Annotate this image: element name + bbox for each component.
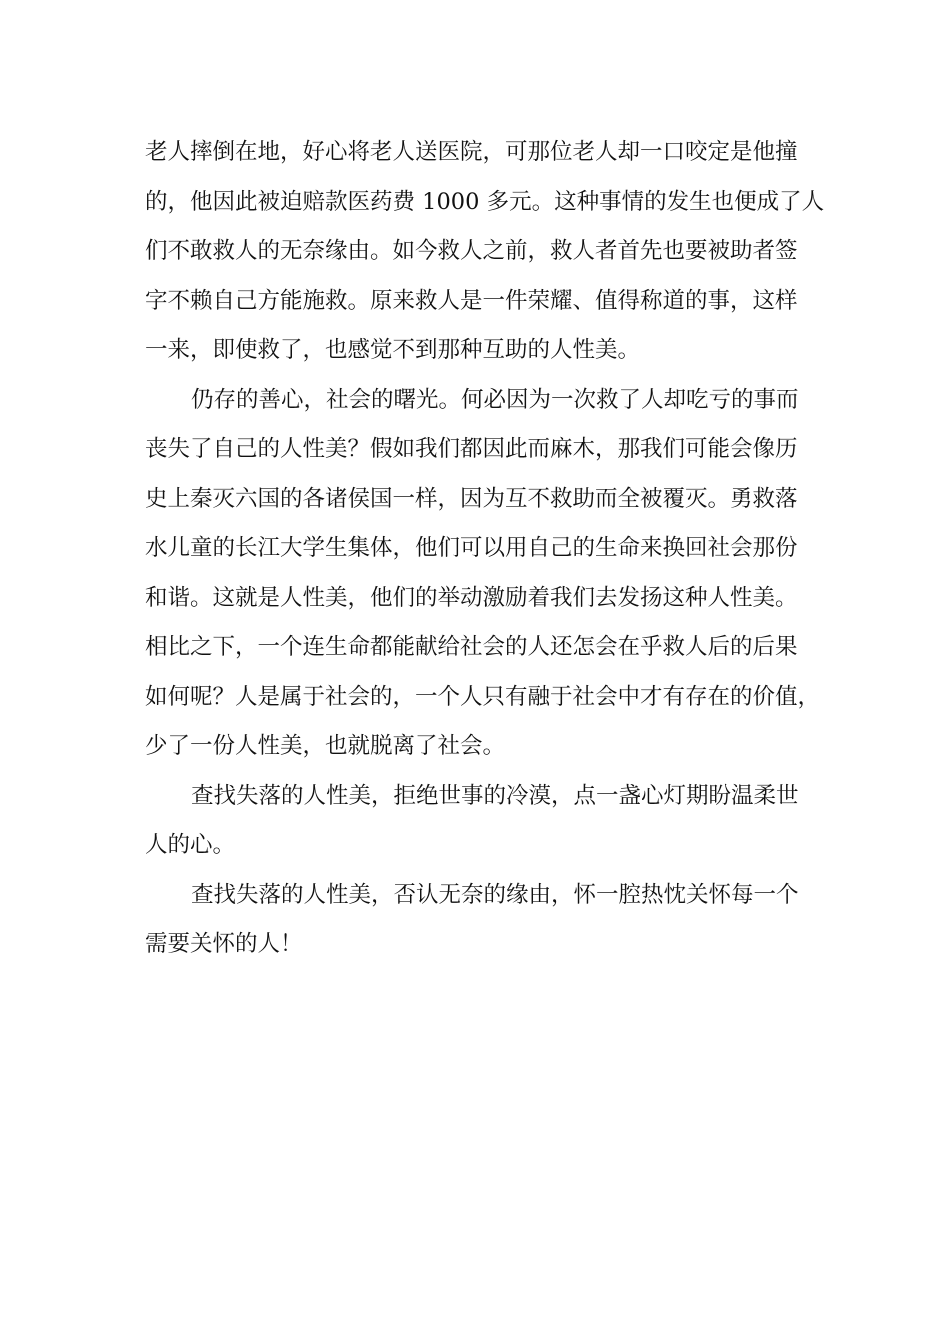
text-line: 一来，即使救了，也感觉不到那种互助的人性美。 [145,337,641,363]
paragraph-3 [145,772,825,871]
text-line-first: 查找失落的人性美，拒绝世事的冷漠，点一盏心灯期盼温柔世 [191,782,799,809]
text-line-first: 仍存的善心，社会的曙光。何必因为一次救了人却吃亏的事而 [191,386,799,413]
text-line: 相比之下，一个连生命都能献给社会的人还怎会在乎救人后的后果 [145,634,798,660]
paragraph-4 [145,871,825,970]
text-line: 老人摔倒在地，好心将老人送医院，可那位老人却一口咬定是他撞 [145,139,798,165]
text-line: 史上秦灭六国的各诸侯国一样，因为互不救助而全被覆灭。勇救落 [145,485,798,512]
text-line: 和谐。这就是人性美，他们的举动激励着我们去发扬这种人性美。 [145,584,798,611]
paragraph-2 [145,376,825,772]
text-line: 丧失了自己的人性美？假如我们都因此而麻木，那我们可能会像历 [145,436,798,462]
text-line: 们不敢救人的无奈缘由。如今救人之前，救人者首先也要被助者签 [145,238,798,264]
text-line-first: 查找失落的人性美，否认无奈的缘由，怀一腔热忱关怀每一个 [191,881,799,908]
text-line: 需要关怀的人！ [145,931,303,957]
text-line: 少了一份人性美，也就脱离了社会。 [145,733,506,759]
document-body [145,128,825,970]
text-line: 如何呢？人是属于社会的，一个人只有融于社会中才有存在的价值， [145,683,821,710]
text-line: 字不赖自己方能施救。原来救人是一件荣耀、值得称道的事，这样 [145,287,798,314]
text-line: 的，他因此被迫赔款医药费 1000 多元。这种事情的发生也便成了人 [145,188,825,215]
paragraph-1 [145,128,825,376]
text-line: 人的心。 [145,832,236,858]
text-line: 水儿童的长江大学生集体，他们可以用自己的生命来换回社会那份 [145,535,798,561]
